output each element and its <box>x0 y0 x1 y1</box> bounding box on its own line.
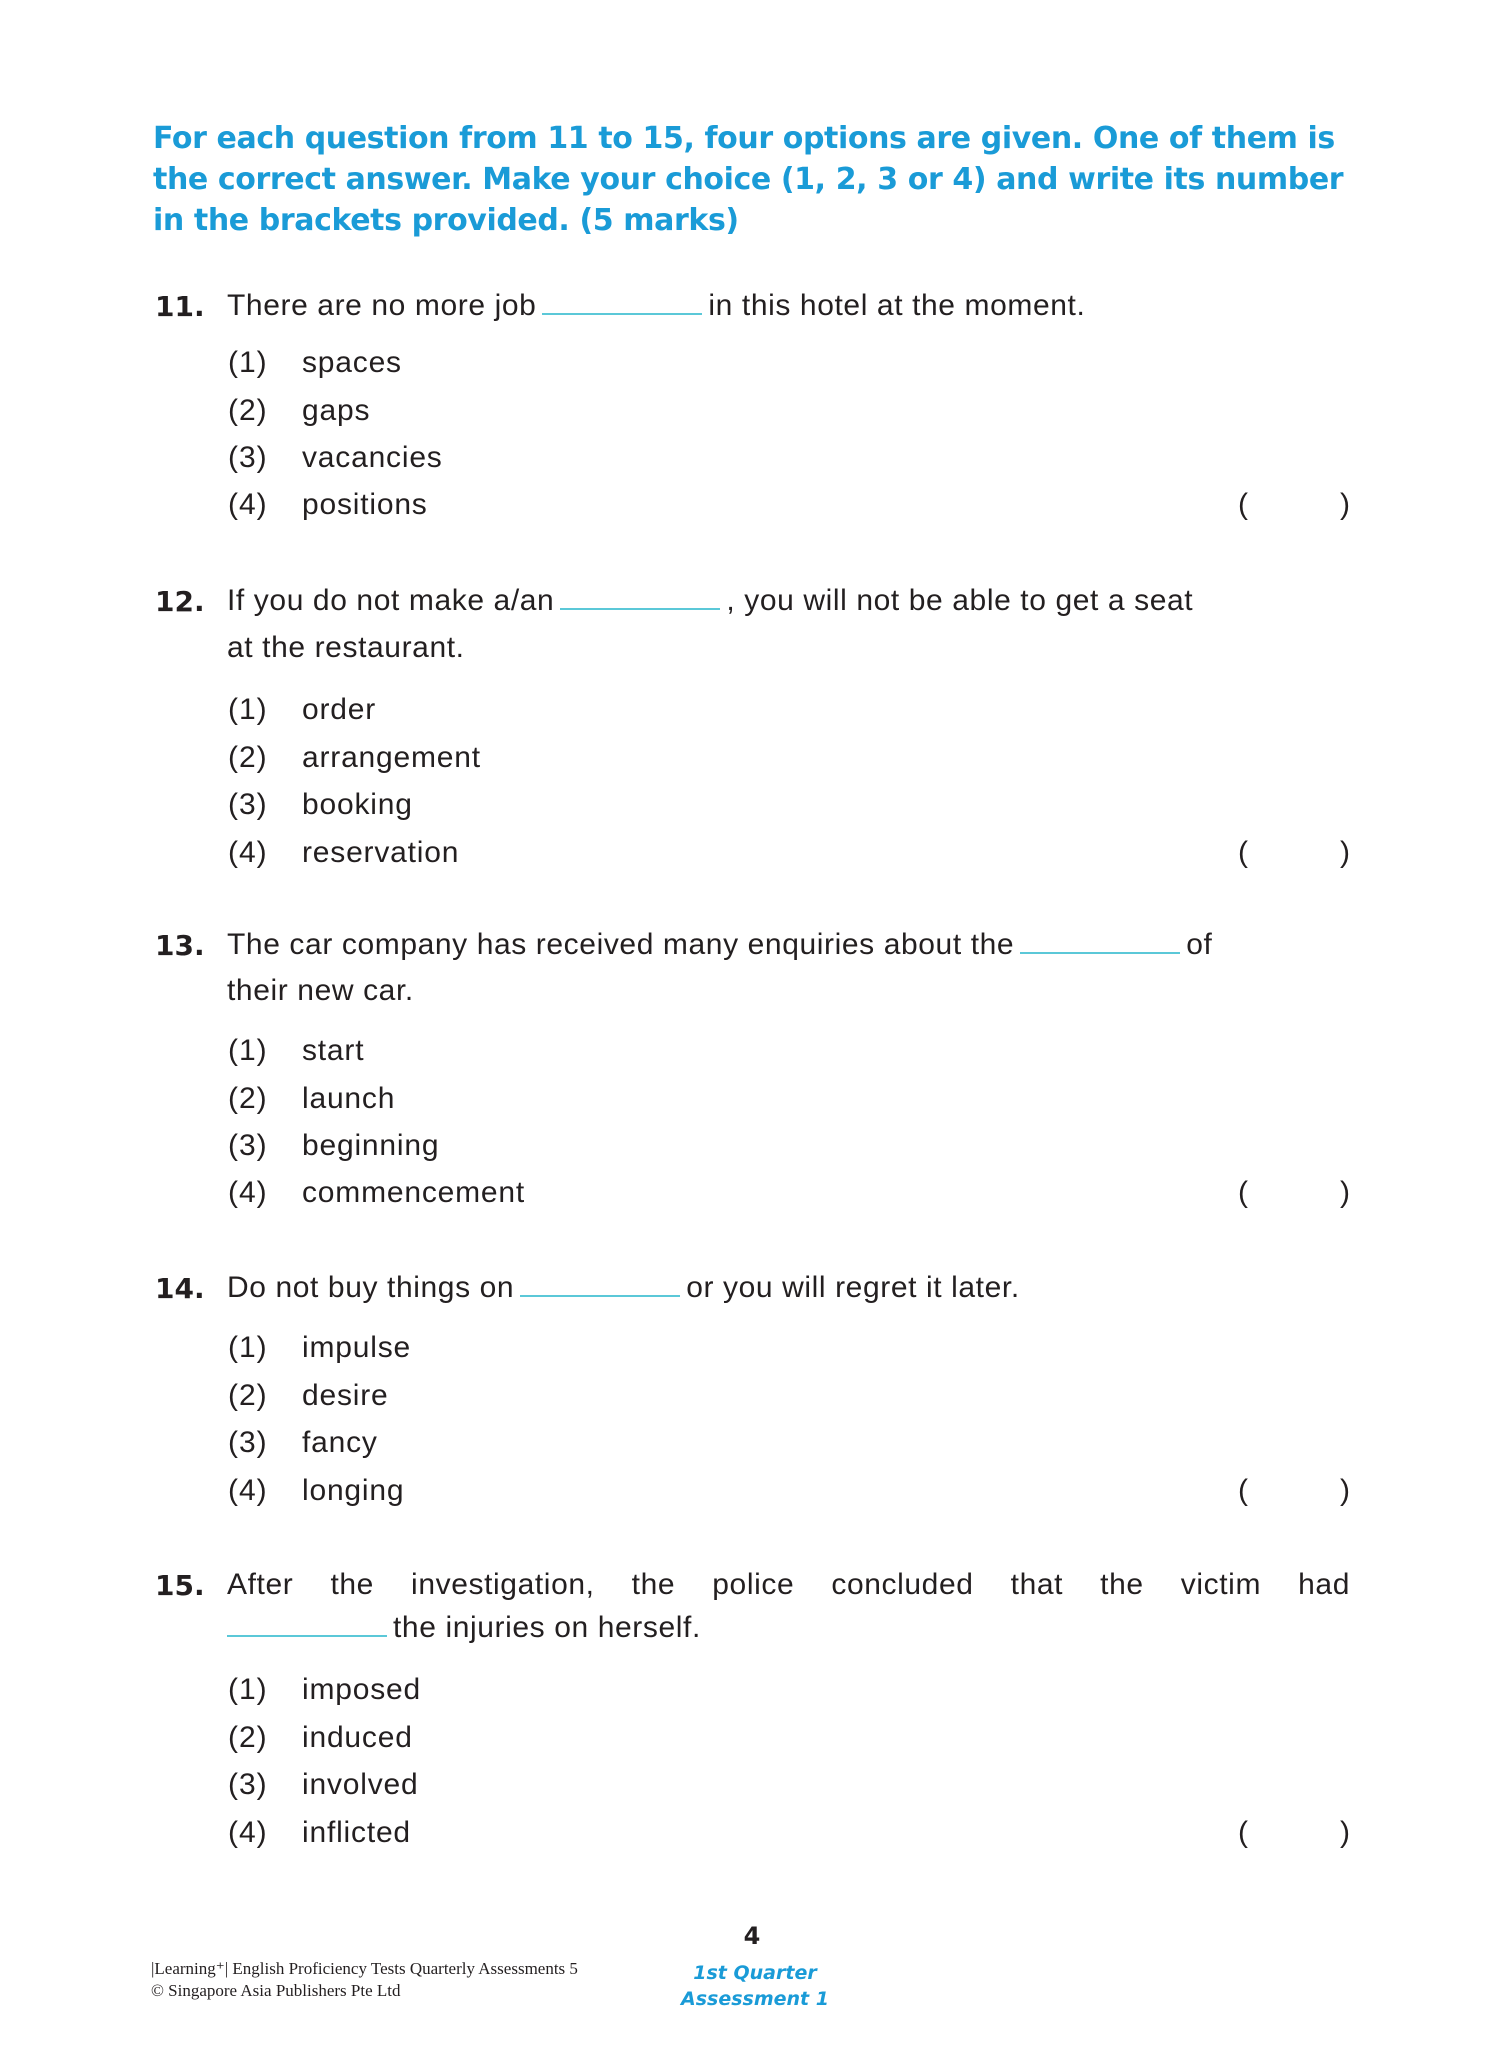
option-4[interactable] <box>0 488 1501 528</box>
question-line <box>0 1271 1501 1311</box>
option-number: (4) <box>228 1474 268 1507</box>
option-1[interactable] <box>0 1331 1501 1371</box>
option-number: (4) <box>228 488 268 521</box>
option-number: (2) <box>228 741 268 774</box>
question-line <box>0 1568 1501 1608</box>
assessment-number-label: Assessment 1 <box>681 1988 829 2010</box>
option-number: (3) <box>228 1426 268 1459</box>
option-3[interactable] <box>0 1768 1501 1808</box>
option-number: (2) <box>228 1082 268 1115</box>
option-1[interactable] <box>0 1673 1501 1713</box>
answer-blank <box>1020 952 1180 954</box>
page-number: 4 <box>743 1922 761 1950</box>
answer-blank <box>227 1635 387 1637</box>
answer-box[interactable] <box>1252 836 1336 870</box>
assessment-label <box>660 1960 850 2012</box>
question-number: 15. <box>155 1569 205 1602</box>
option-2[interactable] <box>0 741 1501 781</box>
option-text: arrangement <box>302 741 481 774</box>
answer-blank <box>520 1295 680 1297</box>
option-number: (2) <box>228 394 268 427</box>
question-text <box>227 1271 1351 1305</box>
answer-bracket-close: ) <box>1340 1176 1350 1209</box>
option-2[interactable] <box>0 1082 1501 1122</box>
answer-bracket-open: ( <box>1238 1176 1248 1209</box>
question-number: 14. <box>155 1272 205 1305</box>
answer-bracket-close: ) <box>1340 488 1350 521</box>
answer-bracket-open: ( <box>1238 836 1248 869</box>
option-text: impulse <box>302 1331 411 1364</box>
option-text: launch <box>302 1082 396 1115</box>
answer-blank <box>542 313 702 315</box>
question-text-after: , you will not be able to get a seat <box>726 584 1194 617</box>
question-text-before: There are no more job <box>227 289 537 322</box>
option-2[interactable] <box>0 1721 1501 1761</box>
question-line <box>0 631 1501 671</box>
answer-box[interactable] <box>1252 488 1336 522</box>
question-number: 13. <box>155 929 205 962</box>
option-number: (4) <box>228 1816 268 1849</box>
option-4[interactable] <box>0 836 1501 876</box>
question-line <box>0 289 1501 329</box>
option-text: positions <box>302 488 428 521</box>
question-line <box>0 974 1501 1014</box>
question-text <box>227 1611 1351 1645</box>
option-number: (4) <box>228 1176 268 1209</box>
option-3[interactable] <box>0 1129 1501 1169</box>
option-1[interactable] <box>0 693 1501 733</box>
option-4[interactable] <box>0 1474 1501 1514</box>
question-text <box>227 928 1351 962</box>
option-number: (1) <box>228 346 268 379</box>
option-text: booking <box>302 788 413 821</box>
option-text: inflicted <box>302 1816 411 1849</box>
answer-blank <box>560 608 720 610</box>
option-text: desire <box>302 1379 389 1412</box>
footer-credits <box>151 1958 578 2002</box>
option-number: (1) <box>228 1034 268 1067</box>
answer-box[interactable] <box>1252 1176 1336 1210</box>
question-text: at the restaurant. <box>227 631 465 664</box>
option-text: involved <box>302 1768 419 1801</box>
option-number: (1) <box>228 1673 268 1706</box>
answer-box[interactable] <box>1252 1474 1336 1508</box>
option-3[interactable] <box>0 788 1501 828</box>
option-number: (3) <box>228 1768 268 1801</box>
option-text: reservation <box>302 836 460 869</box>
option-text: gaps <box>302 394 371 427</box>
question-line <box>0 1611 1501 1651</box>
option-4[interactable] <box>0 1176 1501 1216</box>
option-text: commencement <box>302 1176 526 1209</box>
option-number: (1) <box>228 1331 268 1364</box>
answer-bracket-open: ( <box>1238 1474 1248 1507</box>
option-number: (2) <box>228 1721 268 1754</box>
option-number: (3) <box>228 441 268 474</box>
option-text: vacancies <box>302 441 443 474</box>
option-1[interactable] <box>0 1034 1501 1074</box>
option-3[interactable] <box>0 1426 1501 1466</box>
footer-book-title: |Learning⁺| English Proficiency Tests Quarterly Assessments 5 <box>151 1959 578 1978</box>
quarter-label: 1st Quarter <box>693 1962 817 1984</box>
option-text: order <box>302 693 377 726</box>
option-number: (2) <box>228 1379 268 1412</box>
option-number: (3) <box>228 1129 268 1162</box>
question-line <box>0 584 1501 624</box>
option-number: (4) <box>228 836 268 869</box>
answer-bracket-open: ( <box>1238 488 1248 521</box>
question-text <box>227 289 1351 323</box>
option-text: longing <box>302 1474 405 1507</box>
option-text: spaces <box>302 346 402 379</box>
option-text: imposed <box>302 1673 421 1706</box>
answer-bracket-close: ) <box>1340 836 1350 869</box>
answer-bracket-close: ) <box>1340 1474 1350 1507</box>
option-2[interactable] <box>0 394 1501 434</box>
option-text: start <box>302 1034 365 1067</box>
question-text-before: If you do not make a/an <box>227 584 555 617</box>
answer-box[interactable] <box>1252 1816 1336 1850</box>
question-text-before: The car company has received many enquiries about the <box>227 928 1015 961</box>
question-number: 11. <box>155 290 205 323</box>
question-text-before: Do not buy things on <box>227 1271 515 1304</box>
footer-copyright: © Singapore Asia Publishers Pte Ltd <box>151 1981 401 2000</box>
answer-bracket-open: ( <box>1238 1816 1248 1849</box>
question-text-after: the injuries on herself. <box>393 1611 701 1644</box>
question-text: After the investigation, the police concluded that the victim had <box>227 1568 1350 1601</box>
option-number: (1) <box>228 693 268 726</box>
question-text-after: or you will regret it later. <box>686 1271 1020 1304</box>
option-3[interactable] <box>0 441 1501 481</box>
option-number: (3) <box>228 788 268 821</box>
option-text: beginning <box>302 1129 440 1162</box>
answer-bracket-close: ) <box>1340 1816 1350 1849</box>
question-text-after: in this hotel at the moment. <box>708 289 1086 322</box>
option-2[interactable] <box>0 1379 1501 1419</box>
option-text: induced <box>302 1721 413 1754</box>
question-line <box>0 928 1501 968</box>
question-text: their new car. <box>227 974 414 1007</box>
section-instructions: For each question from 11 to 15, four options are given. One of them is the correct answer. Make your choice (1, 2, 3 or 4) and write its number in the brackets provided. (5 marks) <box>153 121 1344 238</box>
question-number: 12. <box>155 585 205 618</box>
option-1[interactable] <box>0 346 1501 386</box>
question-text-after: of <box>1186 928 1213 961</box>
option-4[interactable] <box>0 1816 1501 1856</box>
option-text: fancy <box>302 1426 378 1459</box>
question-text <box>227 584 1351 618</box>
